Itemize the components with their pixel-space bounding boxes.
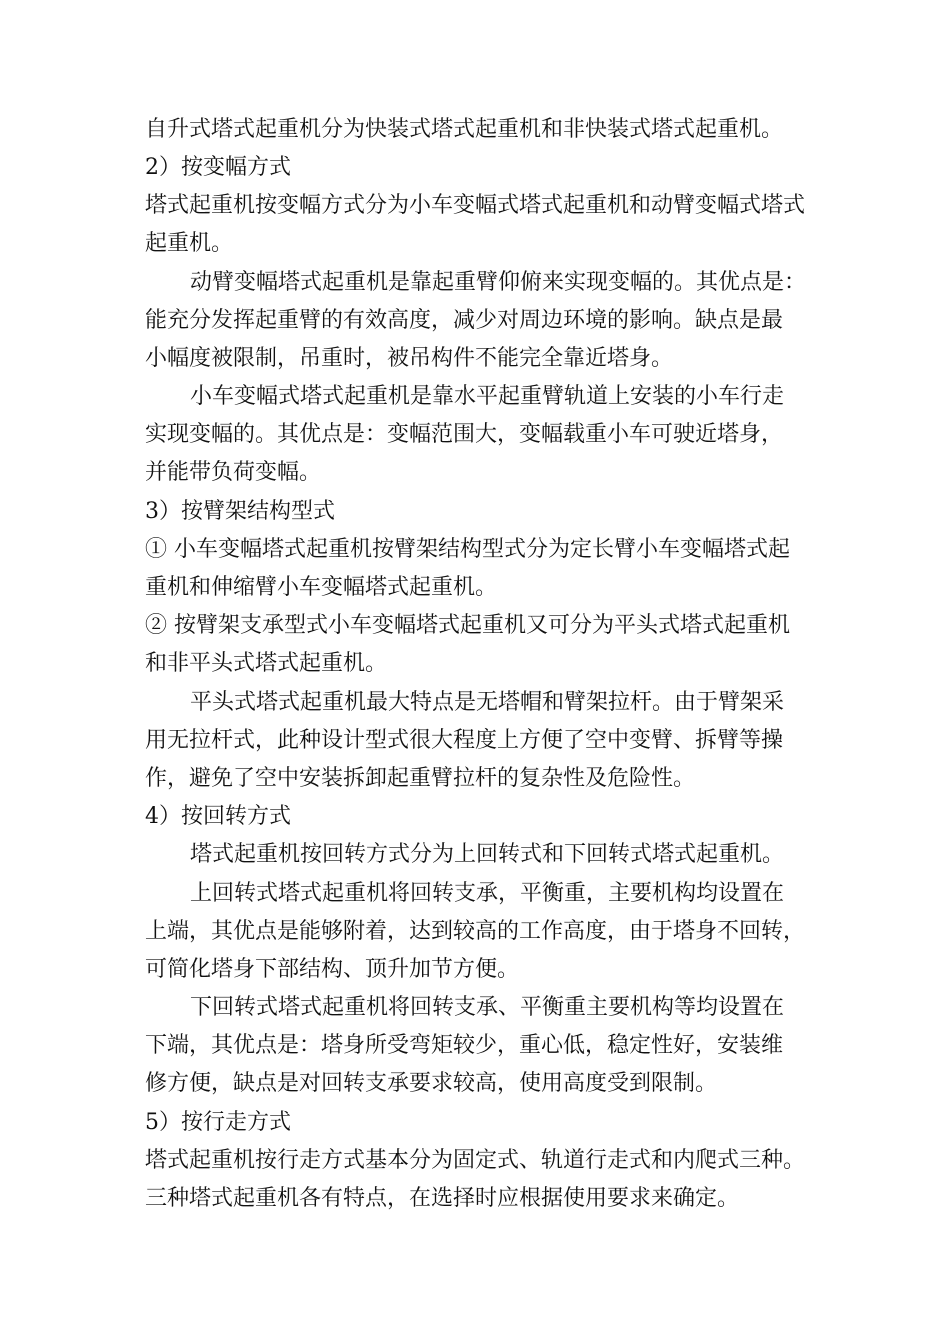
section-heading-5: 5）按行走方式 [145,1110,291,1135]
paragraph-line: 下端，其优点是：塔身所受弯矩较少，重心低，稳定性好，安装维 [145,1033,784,1058]
paragraph-line: 塔式起重机按变幅方式分为小车变幅式塔式起重机和动臂变幅式塔式 [145,193,806,218]
paragraph-line: 塔式起重机按行走方式基本分为固定式、轨道行走式和内爬式三种。 [145,1148,806,1173]
paragraph-line: 重机和伸缩臂小车变幅塔式起重机。 [145,575,498,600]
paragraph-line: 三种塔式起重机各有特点，在选择时应根据使用要求来确定。 [145,1186,740,1211]
paragraph-line: 上回转式塔式起重机将回转支承，平衡重，主要机构均设置在 [190,881,785,906]
paragraph-line: 起重机。 [145,231,234,256]
paragraph-line: 平头式塔式起重机最大特点是无塔帽和臂架拉杆。由于臂架采 [190,690,785,715]
list-item-1: ① 小车变幅塔式起重机按臂架结构型式分为定长臂小车变幅塔式起 [145,537,790,562]
paragraph-line: 和非平头式塔式起重机。 [145,651,388,676]
paragraph-line: 塔式起重机按回转方式分为上回转式和下回转式塔式起重机。 [190,842,785,867]
paragraph-line: 可简化塔身下部结构、顶升加节方便。 [145,957,520,982]
section-heading-2: 2）按变幅方式 [145,155,291,180]
paragraph-line: 修方便，缺点是对回转支承要求较高，使用高度受到限制。 [145,1071,718,1096]
paragraph-line: 能充分发挥起重臂的有效高度，减少对周边环境的影响。缺点是最 [145,308,784,333]
paragraph-line: 小车变幅式塔式起重机是靠水平起重臂轨道上安装的小车行走 [190,384,785,409]
list-item-2: ② 按臂架支承型式小车变幅塔式起重机又可分为平头式塔式起重机 [145,613,790,638]
section-heading-4: 4）按回转方式 [145,804,291,829]
section-heading-3: 3）按臂架结构型式 [145,499,335,524]
paragraph-line: 并能带负荷变幅。 [145,460,322,485]
paragraph-line: 上端，其优点是能够附着，达到较高的工作高度，由于塔身不回转， [145,919,806,944]
paragraph-line: 实现变幅的。其优点是：变幅范围大，变幅载重小车可驶近塔身， [145,422,784,447]
paragraph-line: 自升式塔式起重机分为快装式塔式起重机和非快装式塔式起重机。 [145,117,784,142]
paragraph-line: 动臂变幅塔式起重机是靠起重臂仰俯来实现变幅的。其优点是： [190,270,807,295]
paragraph-line: 下回转式塔式起重机将回转支承、平衡重主要机构等均设置在 [190,995,785,1020]
paragraph-line: 小幅度被限制，吊重时，被吊构件不能完全靠近塔身。 [145,346,674,371]
paragraph-line: 用无拉杆式，此种设计型式很大程度上方便了空中变臂、拆臂等操 [145,728,784,753]
paragraph-line: 作，避免了空中安装拆卸起重臂拉杆的复杂性及危险性。 [145,766,696,791]
